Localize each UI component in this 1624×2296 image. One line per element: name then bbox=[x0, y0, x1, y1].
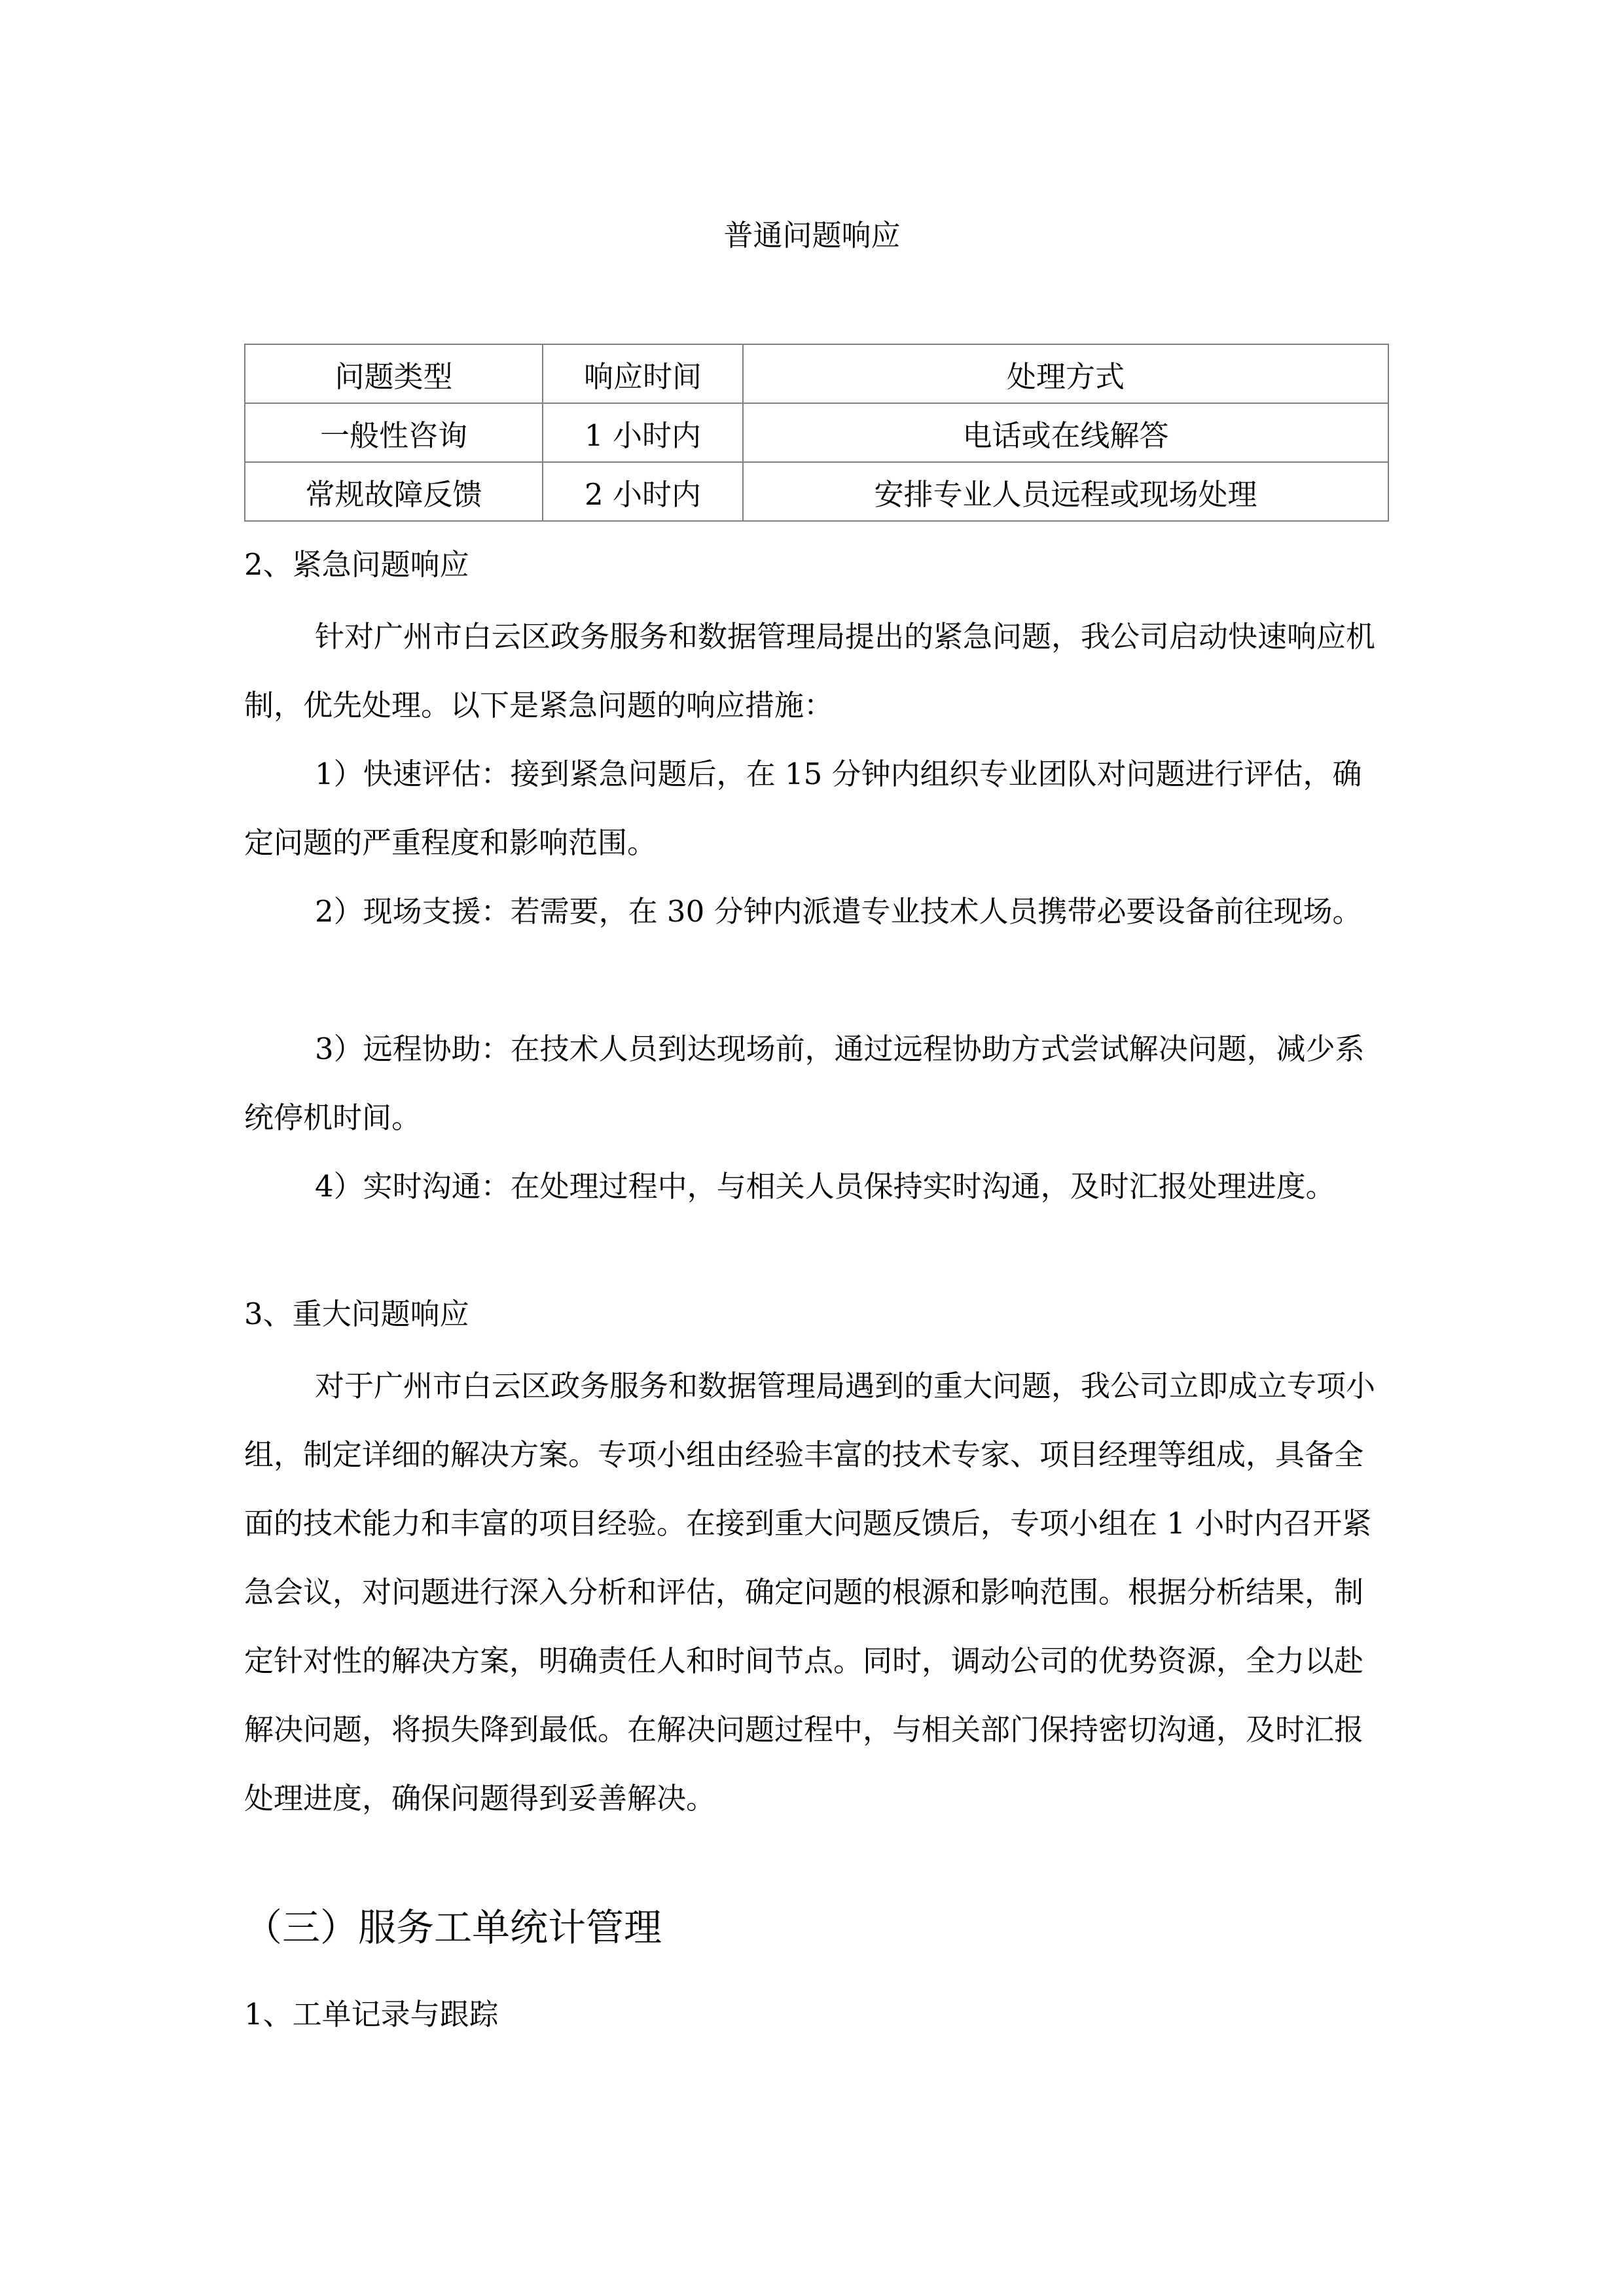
table-cell: 安排专业人员远程或现场处理 bbox=[743, 462, 1388, 521]
table-cell: 1 小时内 bbox=[543, 403, 743, 462]
table-row bbox=[245, 403, 1388, 462]
urgent-item-3: 3）远程协助：在技术人员到达现场前，通过远程协助方式尝试解决问题，减少系统停机时间。 bbox=[244, 1031, 1365, 1135]
table-cell: 常规故障反馈 bbox=[245, 462, 543, 521]
header-response-time: 响应时间 bbox=[543, 344, 743, 403]
response-table bbox=[244, 344, 1389, 522]
table-caption: 普通问题响应 bbox=[723, 218, 901, 253]
header-problem-type: 问题类型 bbox=[245, 344, 543, 403]
header-handling-method: 处理方式 bbox=[743, 344, 1388, 403]
major-heading: 3、重大问题响应 bbox=[244, 1297, 469, 1331]
table-row bbox=[245, 462, 1388, 521]
table-header-row bbox=[245, 344, 1388, 403]
table-cell: 电话或在线解答 bbox=[743, 403, 1388, 462]
major-paragraph: 对于广州市白云区政务服务和数据管理局遇到的重大问题，我公司立即成立专项小组，制定详细的解决方案。专项小组由经验丰富的技术专家、项目经理等组成，具备全面的技术能力和丰富的项目经验。在接到重大问题反馈后，专项小组在 1 小时内召开紧急会议，对问题进行深入分析和评估，确定问题的根源和影响范围。根据分析结果，制定针对性的解决方案，明确责任人和时间节点。同时，调动公司的优势资源，全力以赴解决问题，将损失降到最低。在解决问题过程中，与相关部门保持密切沟通，及时汇报处理进度，确保问题得到妥善解决。 bbox=[244, 1369, 1376, 1816]
table-cell: 2 小时内 bbox=[543, 462, 743, 521]
table-cell: 一般性咨询 bbox=[245, 403, 543, 462]
urgent-item-2: 2）现场支援：若需要，在 30 分钟内派遣专业技术人员携带必要设备前往现场。 bbox=[315, 894, 1362, 929]
urgent-item-4: 4）实时沟通：在处理过程中，与相关人员保持实时沟通，及时汇报处理进度。 bbox=[315, 1169, 1335, 1204]
section-title: （三）服务工单统计管理 bbox=[244, 1905, 662, 1950]
urgent-item-1: 1）快速评估：接到紧急问题后，在 15 分钟内组织专业团队对问题进行评估，确定问题的严重程度和影响范围。 bbox=[244, 757, 1362, 860]
urgent-heading: 2、紧急问题响应 bbox=[244, 547, 469, 582]
workorder-heading: 1、工单记录与跟踪 bbox=[244, 1997, 499, 2032]
urgent-intro-paragraph: 针对广州市白云区政务服务和数据管理局提出的紧急问题，我公司启动快速响应机制，优先处理。以下是紧急问题的响应措施： bbox=[244, 619, 1376, 723]
